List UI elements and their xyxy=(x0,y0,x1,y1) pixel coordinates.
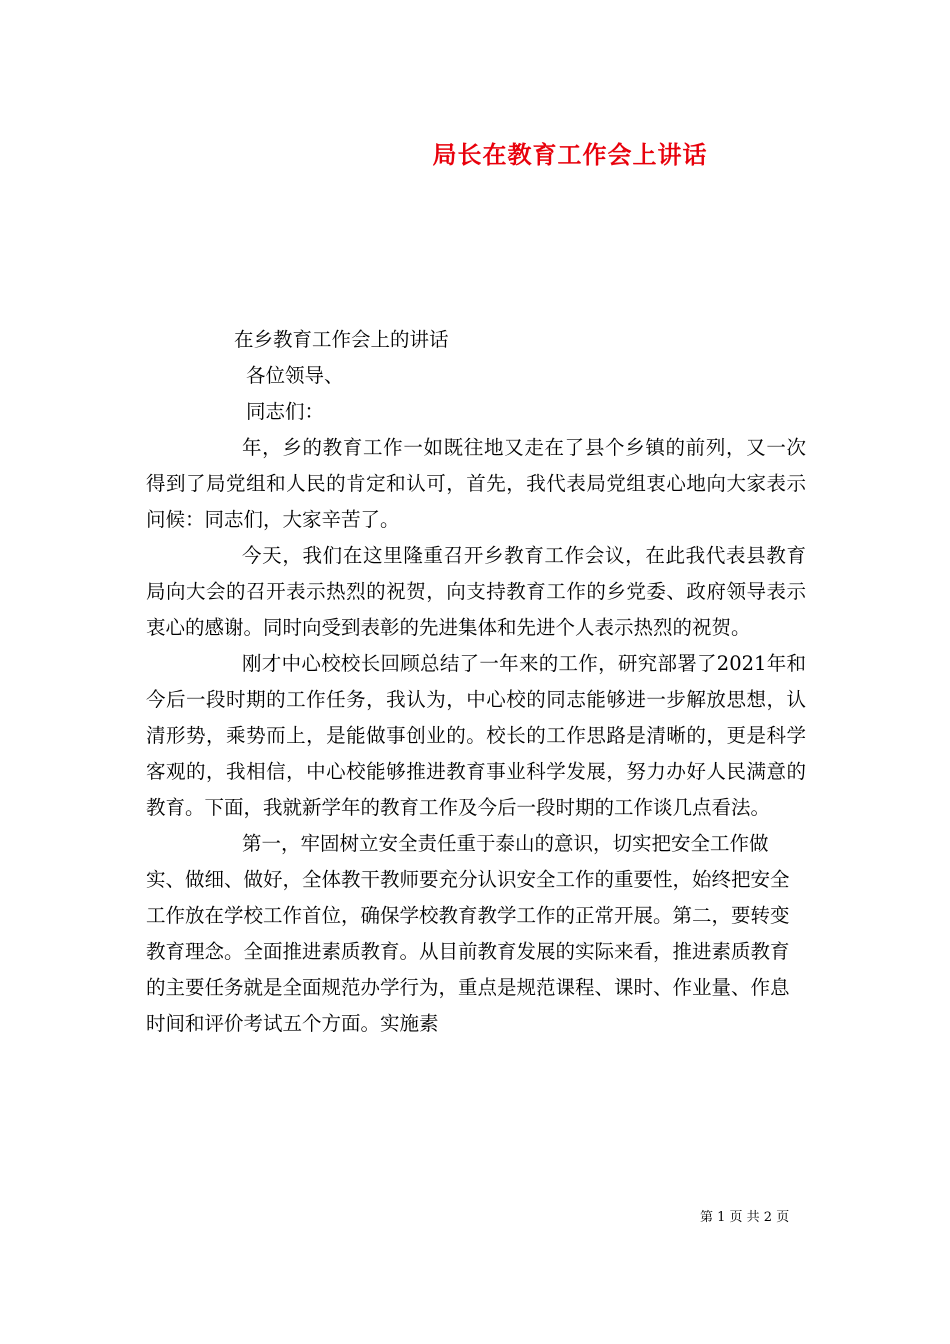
page-number: 第 1 页 共 2 页 xyxy=(700,1210,790,1225)
speech-subtitle: 在乡教育工作会上的讲话 xyxy=(234,328,449,351)
salutation-leaders: 各位领导、 xyxy=(246,364,344,387)
salutation-comrades: 同志们： xyxy=(246,400,325,423)
document-title: 局长在教育工作会上讲话 xyxy=(432,140,708,169)
document-body xyxy=(146,322,806,1042)
paragraph-greeting: 年，乡的教育工作一如既往地又走在了县个乡镇的前列，又一次得到了局党组和人民的肯定和认可，首先，我代表局党组衷心地向大家表示问候：同志们，大家辛苦了。 xyxy=(146,436,806,531)
paragraph-congratulations: 今天，我们在这里隆重召开乡教育工作会议，在此我代表县教育局向大会的召开表示热烈的祝贺，向支持教育工作的乡党委、政府领导表示衷心的感谢。同时向受到表彰的先进集体和先进个人表示热烈的祝贺。 xyxy=(146,544,806,639)
paragraph-review: 刚才中心校校长回顾总结了一年来的工作，研究部署了2021年和今后一段时期的工作任务，我认为，中心校的同志能够进一步解放思想，认清形势，乘势而上，是能做事创业的。校长的工作思路是清晰的，更是科学客观的，我相信，中心校能够推进教育事业科学发展，努力办好人民满意的教育。下面，我就新学年的教育工作及今后一段时期的工作谈几点看法。 xyxy=(146,652,806,819)
paragraph-points: 第一，牢固树立安全责任重于泰山的意识，切实把安全工作做实、做细、做好，全体教干教师要充分认识安全工作的重要性，始终把安全工作放在学校工作首位，确保学校教育教学工作的正常开展。第二，要转变教育理念。全面推进素质教育。从目前教育发展的实际来看，推进素质教育的主要任务就是全面规范办学行为，重点是规范课程、课时、作业量、作息时间和评价考试五个方面。实施素 xyxy=(146,832,790,1035)
